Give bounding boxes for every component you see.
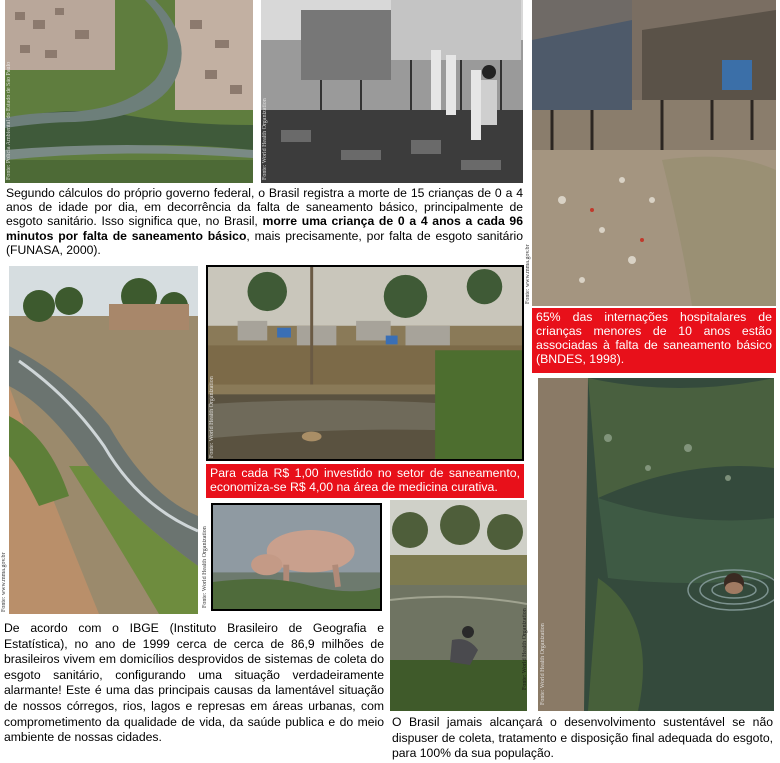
man-riverbank-photo	[390, 500, 527, 711]
stilt-houses-photo	[261, 0, 523, 183]
child-swimming-photo	[538, 378, 774, 711]
funasa-paragraph: Segundo cálculos do próprio governo federal, o Brasil registra a morte de 15 crianças de 0 a 4 anos de idade por dia, em decorrência da falta de saneamento básico, principalmente de esgoto sanitário. Isso significa que, no Brasil, morre uma criança de 0 a 4 anos a cada 96 minutos por falta de saneamento básico, mais precisamente, por falta de esgoto sanitário (FUNASA, 2000).	[6, 186, 524, 257]
credit-who-stilts: Fonte: World Health Organization	[262, 98, 268, 180]
shacks-trash-photo	[532, 0, 776, 306]
ibge-paragraph: De acordo com o IBGE (Instituto Brasileiro de Geografia e Estatística), no ano de 1999 cerca de cerca de 86,9 milhões de brasileiros vivem em domicílios desprovidos de sistemas de coleta do esgoto sanitário, configurando uma situação verdadeiramente alarmante! Este é uma das principais causas da lamentável situação de nossos córregos, rios, lagos e represas em áreas urbanas, com comprometimento da qualidade de vida, da saúde publica e do meio ambiente de nossas cidades.	[4, 621, 384, 745]
pig-photo	[211, 503, 382, 611]
aerial-river-photo	[5, 0, 253, 183]
credit-who-pig: Fonte: World Health Organization	[202, 526, 208, 608]
slum-canal-photo	[206, 265, 524, 461]
sustainability-paragraph: O Brasil jamais alcançará o desenvolvimento sustentável se não dispuser de coleta, tratamento e disposição final adequada do esgoto, para 100% da sua população.	[392, 715, 773, 761]
credit-mma-shacks: Fonte: www.mma.gov.br	[525, 244, 531, 304]
sewage-stream-photo	[9, 266, 198, 614]
hospitalization-stat-box: 65% das internações hospitalares de crianças menores de 10 anos estão associadas à falta de saneamento básico (BNDES, 1998).	[532, 308, 776, 373]
investment-stat-box: Para cada R$ 1,00 investido no setor de saneamento, economiza-se R$ 4,00 na área de medicina curativa.	[206, 464, 524, 498]
credit-who-child: Fonte: World Health Organization	[540, 623, 546, 705]
credit-aerial: Fonte: Polícia Ambiental do Estado de São Paulo	[6, 61, 12, 180]
credit-mma-stream: Fonte: www.mma.gov.br	[1, 552, 7, 612]
credit-who-man: Fonte: World Health Organization	[522, 608, 528, 690]
credit-who-slum: Fonte: World Health Organization	[209, 376, 215, 458]
